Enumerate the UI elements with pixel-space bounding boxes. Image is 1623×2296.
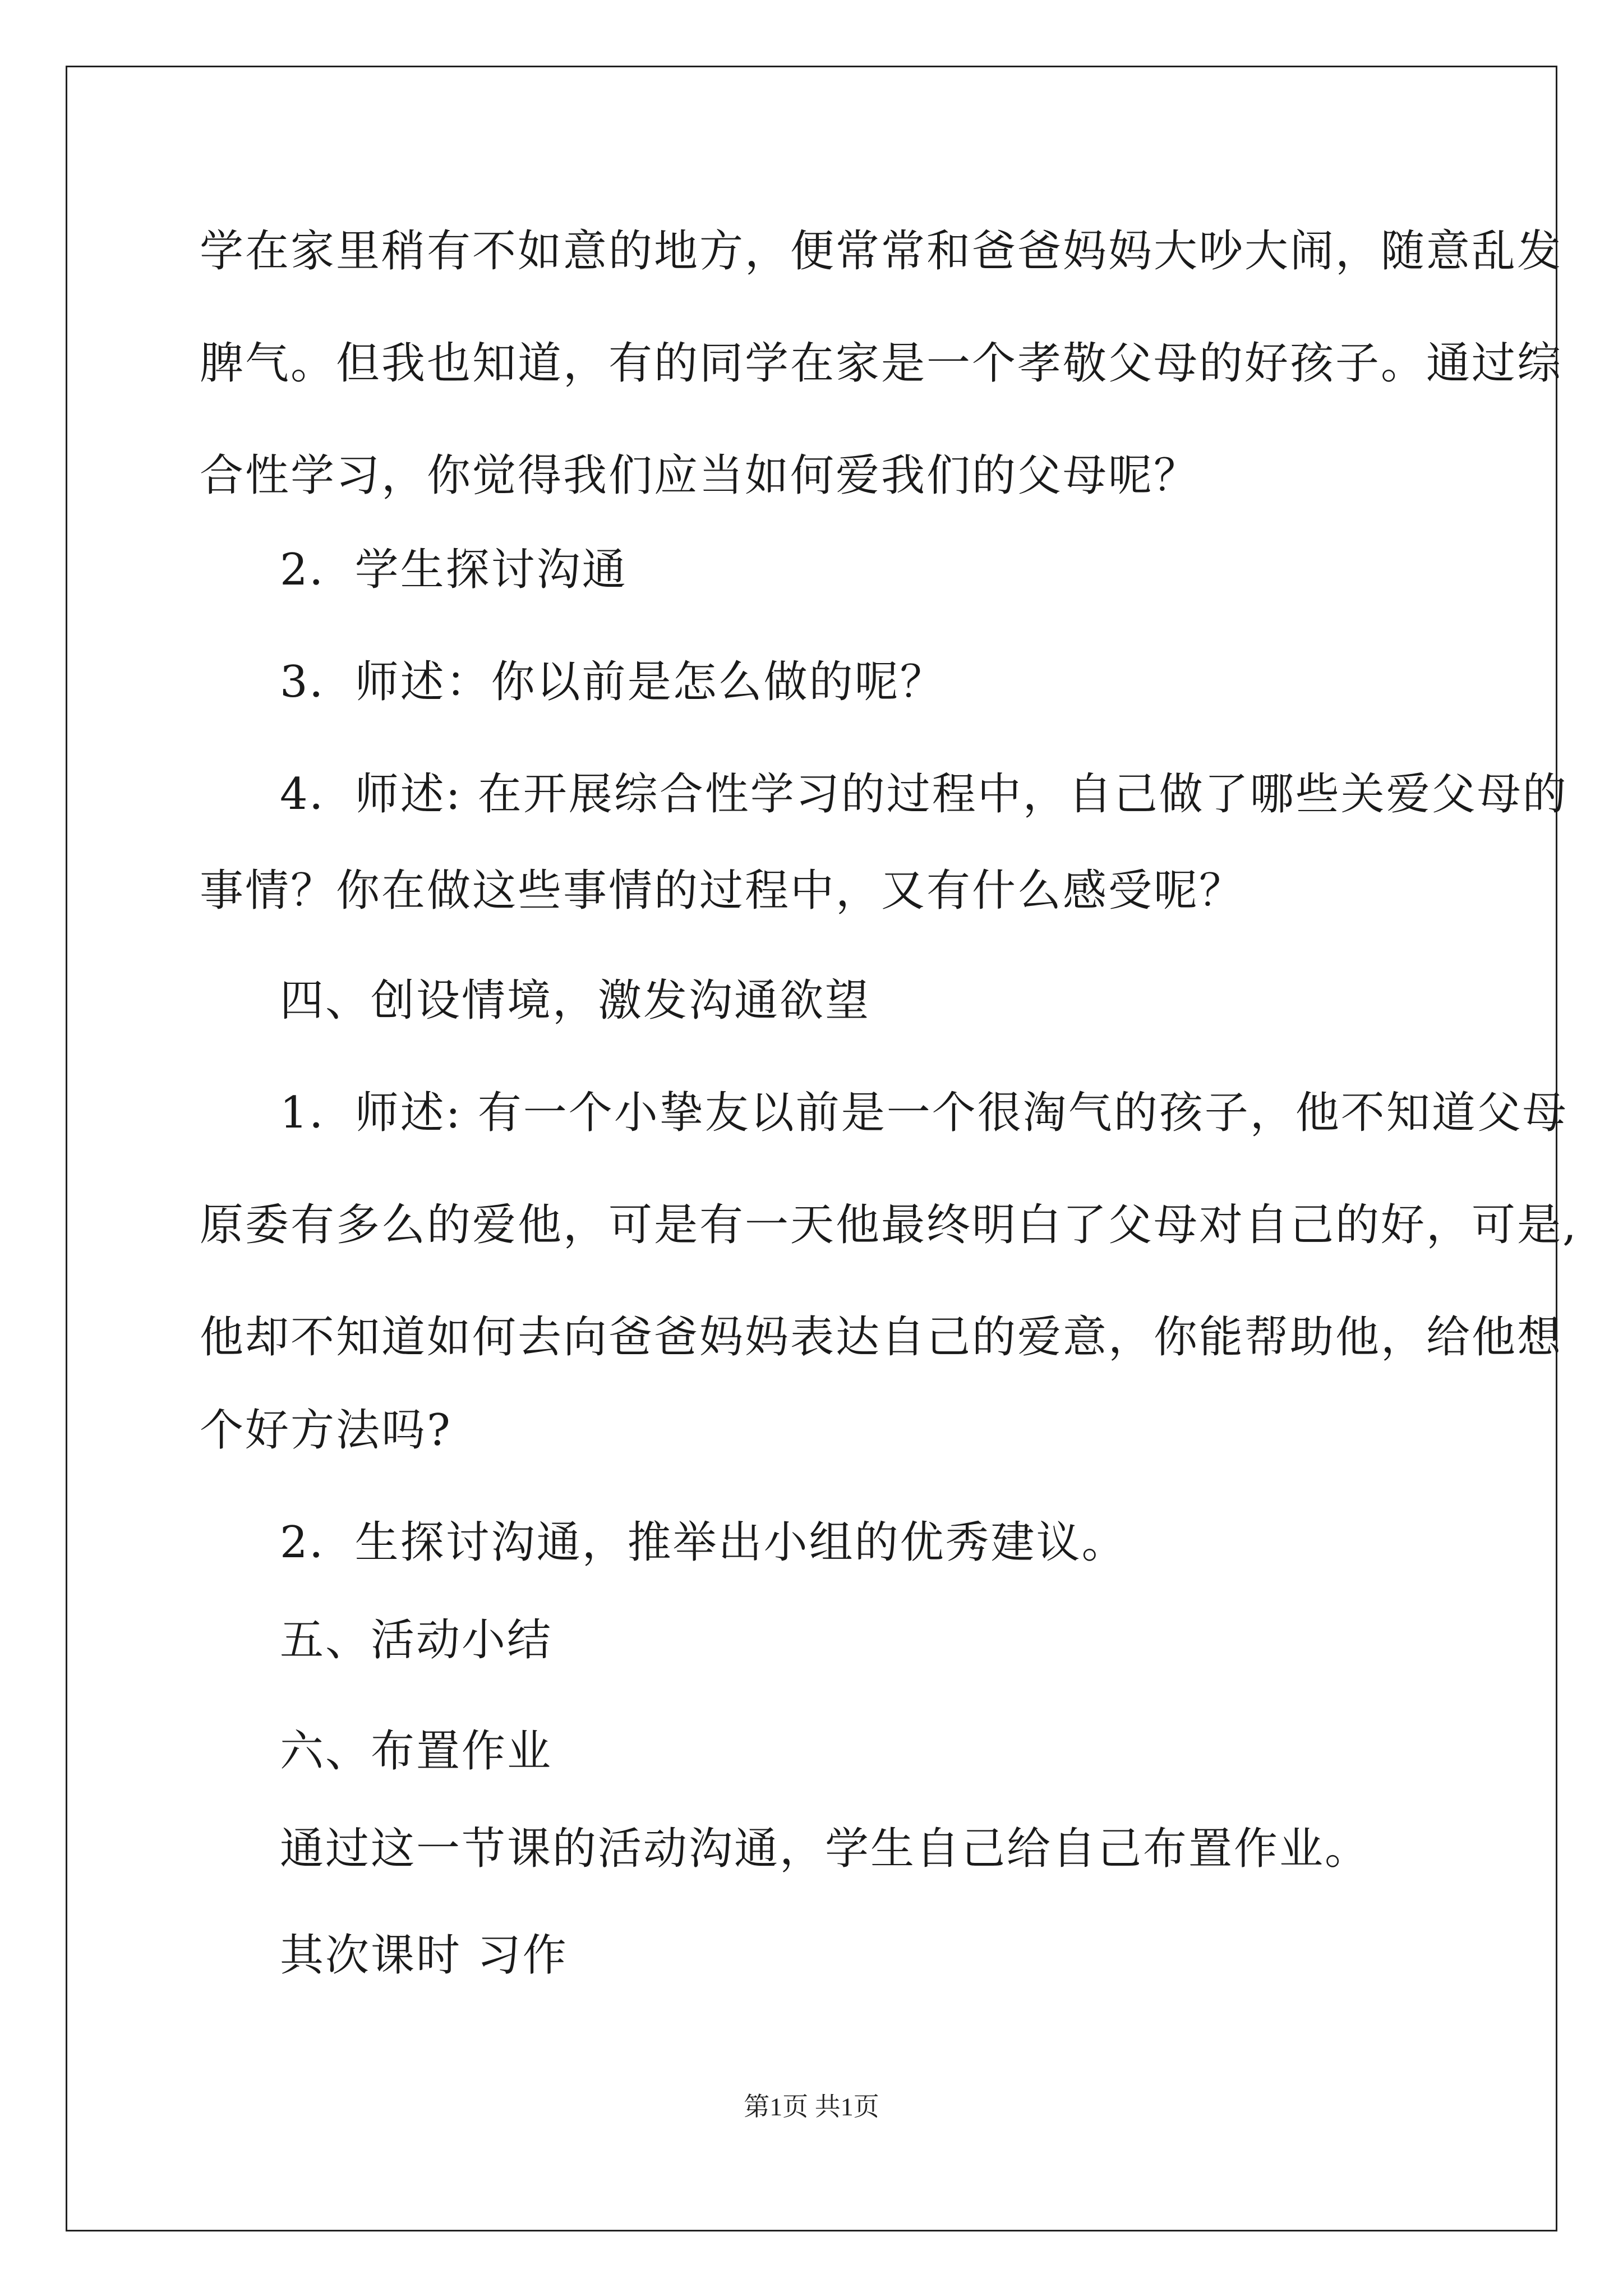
text-line: 2．学生探讨沟通 [280,545,628,595]
section-heading: 六、布置作业 [280,1726,553,1777]
text-line: 通过这一节课的活动沟通，学生自己给自己布置作业。 [280,1824,1371,1874]
text-line: 个好方法吗? [200,1405,452,1456]
section-heading: 五、活动小结 [280,1615,553,1665]
text-line: 2．生探讨沟通，推举出小组的优秀建议。 [280,1517,1127,1568]
text-line: 4．师述: 在开展综合性学习的过程中，自己做了哪些关爱父母的 [280,769,1568,820]
section-heading: 四、创设情境，激发沟通欲望 [280,976,871,1026]
text-line: 脾气。但我也知道，有的同学在家是一个孝敬父母的好孩子。通过综 [200,338,1563,389]
text-line: 原委有多么的爱他，可是有一天他最终明白了父母对自己的好，可是, [200,1200,1578,1250]
section-heading: 其次课时 习作 [280,1930,568,1981]
page-number: 第1页 共1页 [744,2092,879,2121]
text-line: 学在家里稍有不如意的地方，便常常和爸爸妈妈大吵大闹，随意乱发 [200,226,1563,277]
text-line: 3．师述：你以前是怎么做的呢？ [280,657,946,707]
text-line: 合性学习，你觉得我们应当如何爱我们的父母呢？ [200,450,1200,501]
text-line: 事情？你在做这些事情的过程中，又有什么感受呢？ [200,866,1245,916]
text-line: 他却不知道如何去向爸爸妈妈表达自己的爱意，你能帮助他，给他想 [200,1312,1563,1363]
text-line: 1．师述: 有一个小挚友以前是一个很淘气的孩子，他不知道父母 [280,1088,1568,1138]
